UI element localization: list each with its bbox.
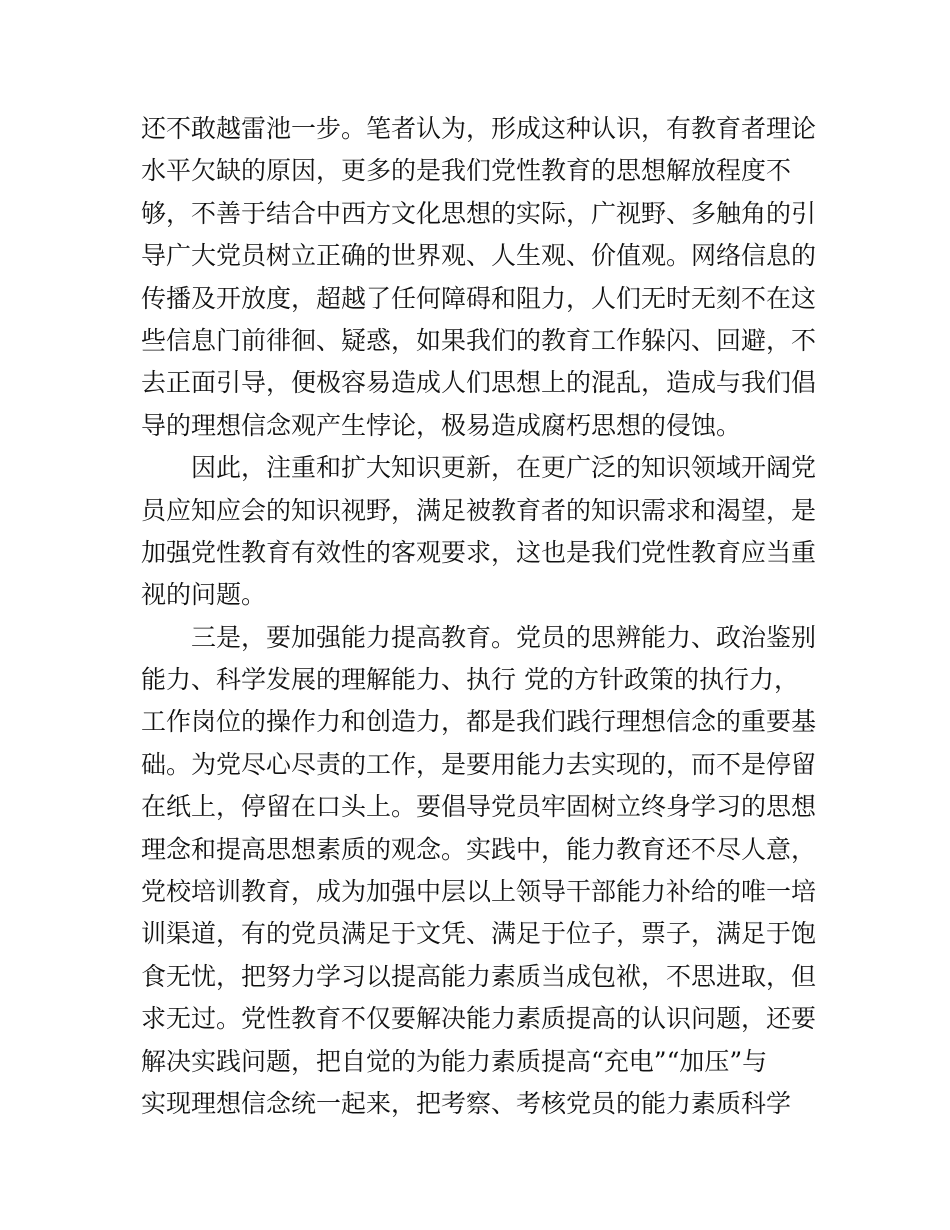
text-line: 水平欠缺的原因，更多的是我们党性教育的思想解放程度不	[141, 156, 792, 186]
text-line: 视的问题。	[141, 580, 267, 610]
text-line: 能力、科学发展的理解能力、执行 党的方针政策的执行力，	[141, 665, 799, 695]
text-line: 在纸上，停留在口头上。要倡导党员牢固树立终身学习的思想	[141, 792, 817, 822]
text-line: 加强党性教育有效性的客观要求，这也是我们党性教育应当重	[141, 537, 817, 567]
text-line: 工作岗位的操作力和创造力，都是我们践行理想信念的重要基	[141, 707, 817, 737]
text-line: 导广大党员树立正确的世界观、人生观、价值观。网络信息的	[141, 241, 817, 271]
text-line: 因此，注重和扩大知识更新，在更广泛的知识领域开阔党	[191, 453, 817, 483]
text-line: 传播及开放度，超越了任何障碍和阻力，人们无时无刻不在这	[141, 283, 817, 313]
text-line: 还不敢越雷池一步。笔者认为，形成这种认识，有教育者理论	[141, 114, 817, 143]
body-text	[141, 108, 821, 1125]
text-line: 员应知应会的知识视野，满足被教育者的知识需求和渴望，是	[141, 495, 817, 525]
text-line: 理念和提高思想素质的观念。实践中，能力教育还不尽人意，	[141, 834, 817, 864]
text-line: 够，不善于结合中西方文化思想的实际，广视野、多触角的引	[141, 198, 817, 228]
text-line: 些信息门前徘徊、疑惑，如果我们的教育工作躲闪、回避，不	[141, 325, 817, 355]
text-line: 导的理想信念观产生悖论，极易造成腐朽思想的侵蚀。	[141, 410, 742, 440]
text-line: 础。为党尽心尽责的工作，是要用能力去实现的，而不是停留	[141, 749, 817, 779]
text-line: 党校培训教育，成为加强中层以上领导干部能力补给的唯一培	[141, 877, 817, 907]
text-line: 求无过。党性教育不仅要解决能力素质提高的认识问题，还要	[141, 1004, 817, 1034]
text-line: 食无忧，把努力学习以提高能力素质当成包袱，不思进取，但	[141, 961, 817, 991]
text-line: 实现理想信念统一起来，把考察、考核党员的能力素质科学	[141, 1088, 792, 1118]
text-line: 去正面引导，便极容易造成人们思想上的混乱，造成与我们倡	[141, 368, 817, 398]
text-line: 三是，要加强能力提高教育。党员的思辨能力、政治鉴别	[191, 622, 817, 652]
text-line: 解决实践问题，把自觉的为能力素质提高“充电”“加压”与	[141, 1046, 768, 1076]
text-line: 训渠道，有的党员满足于文凭、满足于位子，票子，满足于饱	[141, 919, 817, 949]
